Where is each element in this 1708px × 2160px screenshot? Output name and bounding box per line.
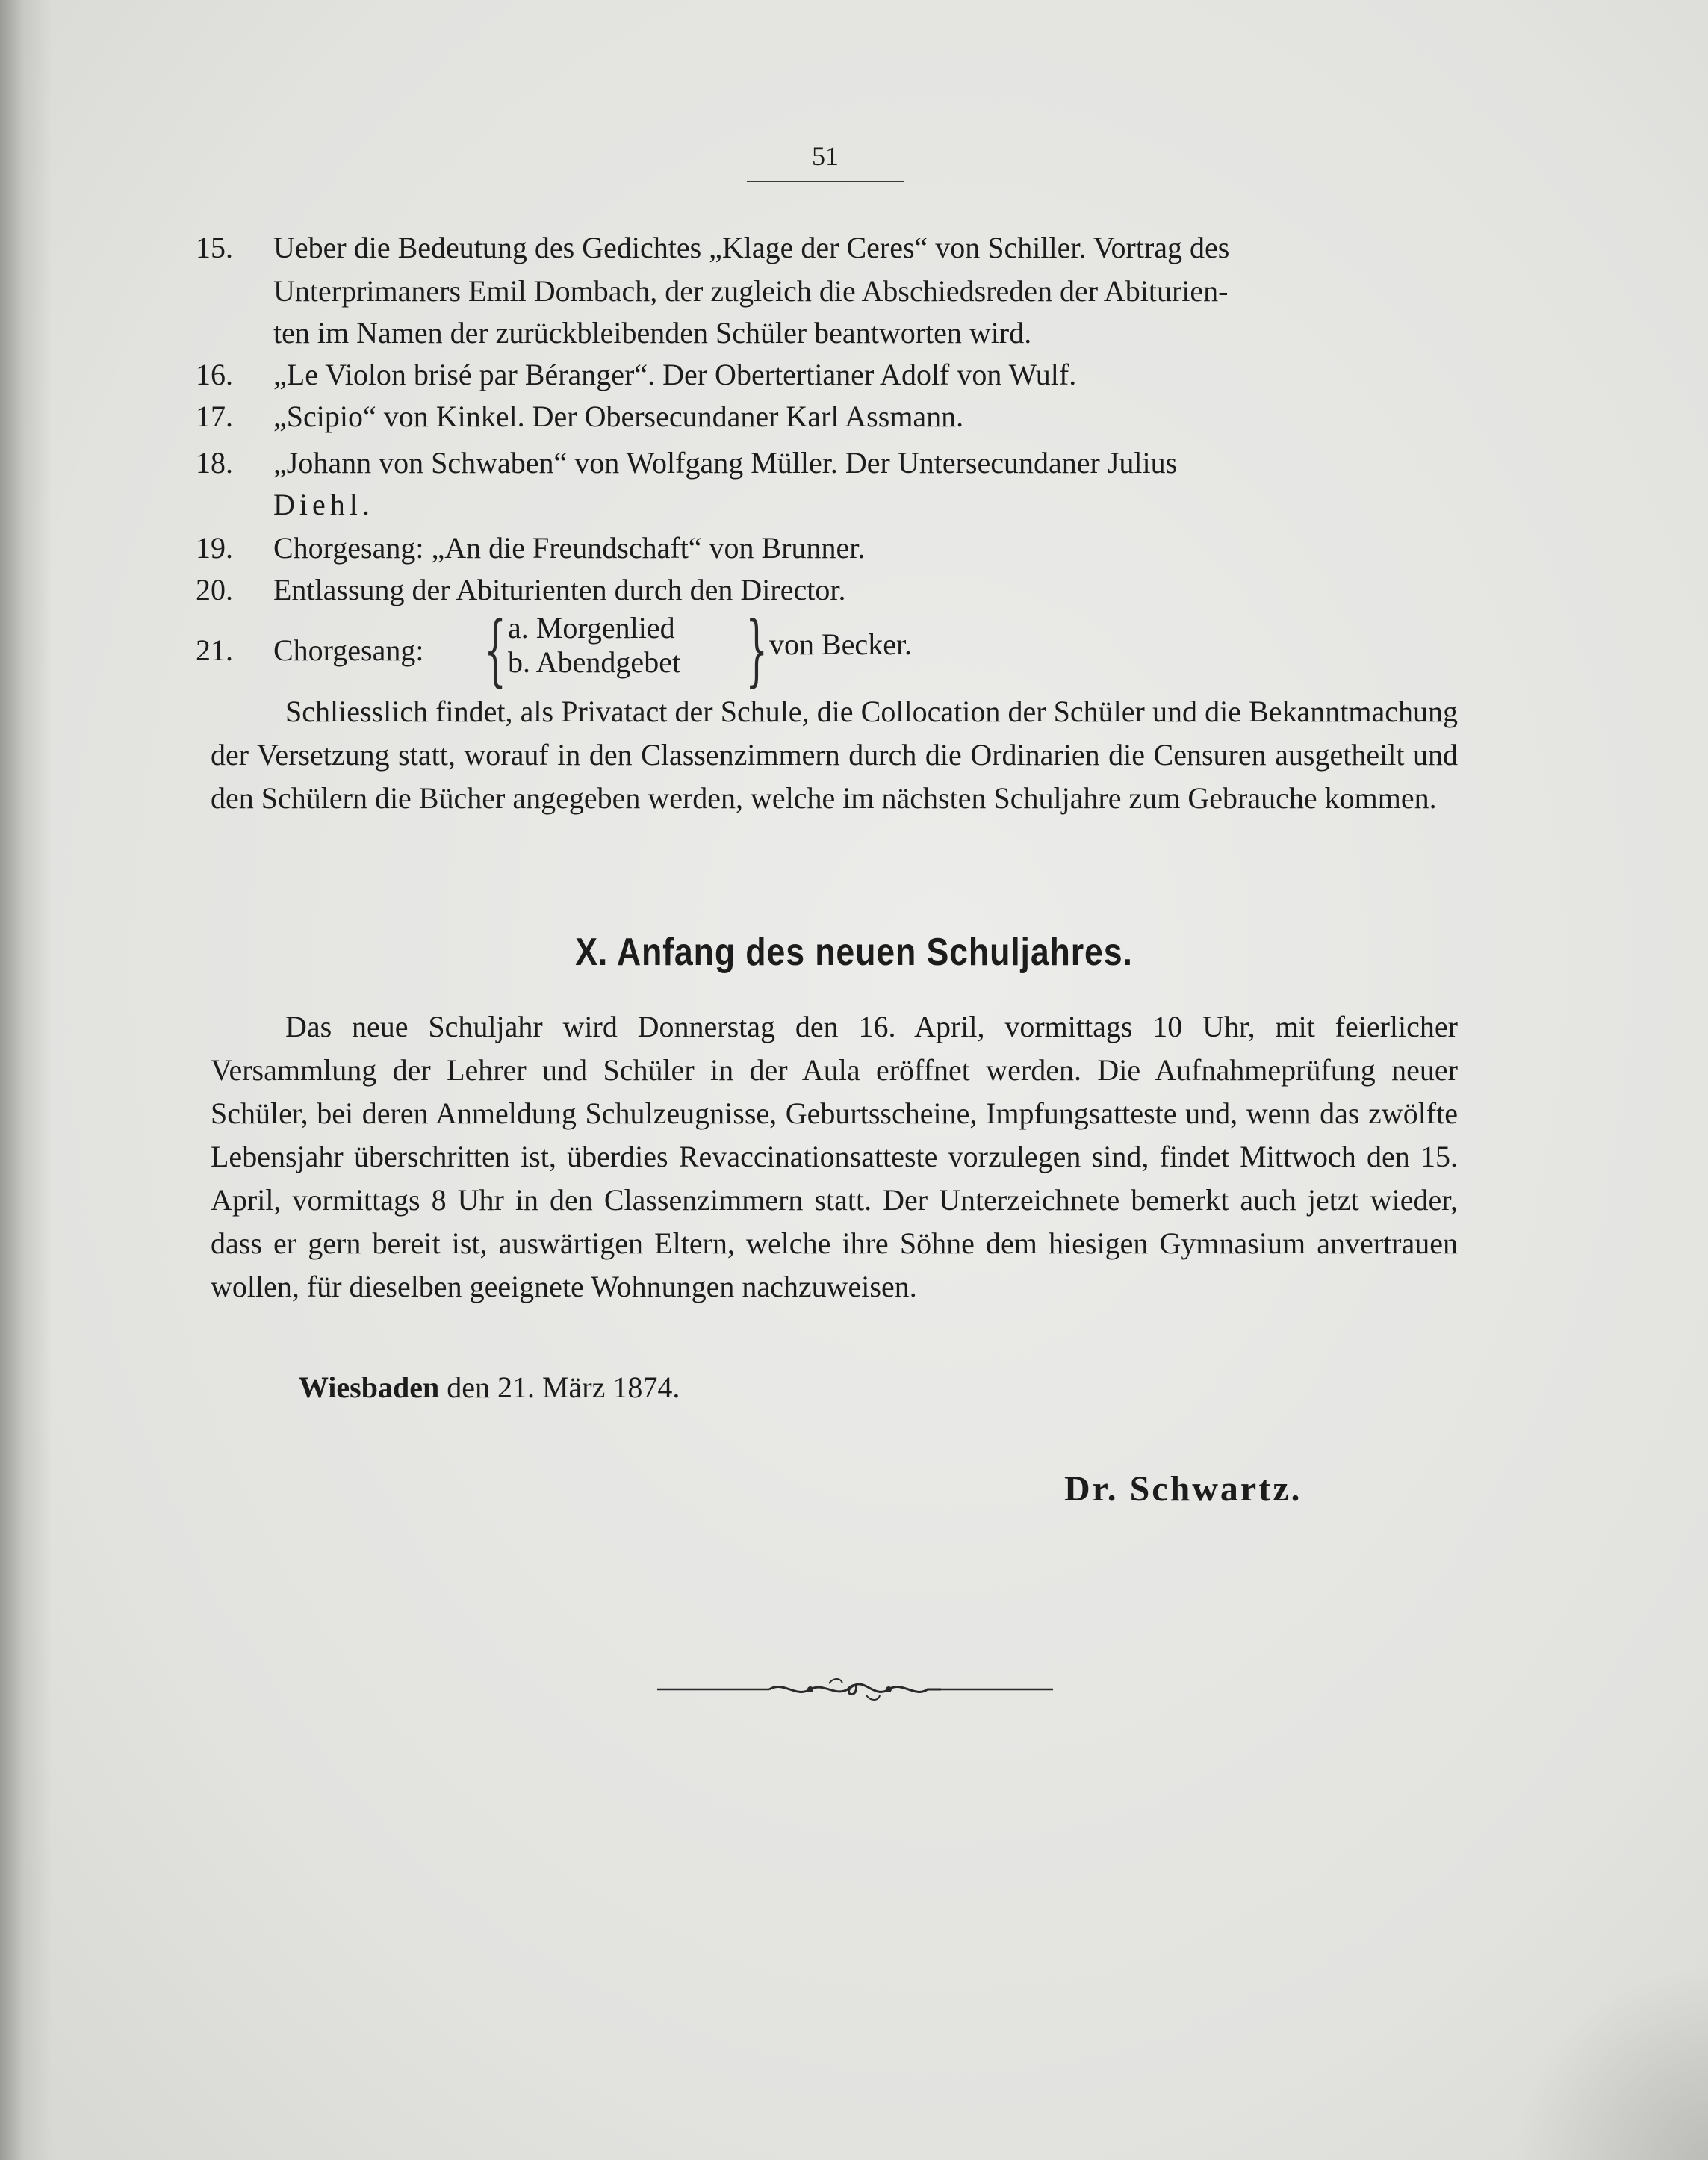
date-text: den 21. März 1874. [447, 1371, 680, 1404]
closing-paragraph: Schliesslich findet, als Privatact der Schule, die Collocation der Schüler und die Bekanntmachung der Versetzung statt, worauf in den Classenzimmern durch die Ordinarien die Censuren ausgetheilt und den Schülern die Bücher angegeben werden, welche im nächsten Schuljahre zum Gebrauche kommen. [211, 695, 1458, 815]
left-brace: { [484, 604, 506, 695]
item-text-line: „Scipio“ von Kinkel. Der Obersecundaner Karl Assmann. [273, 400, 964, 433]
sub-item-a: a. Morgenlied [508, 611, 675, 645]
item-number: 18. [196, 446, 233, 480]
item-number: 21. [196, 633, 233, 667]
item-number: 20. [196, 573, 233, 606]
item-text-line: Entlassung der Abiturienten durch den Director. [273, 573, 846, 606]
item-number: 19. [196, 531, 233, 565]
item-number: 15. [196, 231, 233, 264]
item-text-line: „Le Violon brisé par Béranger“. Der Obertertianer Adolf von Wulf. [273, 358, 1077, 391]
page-number-rule [747, 181, 904, 182]
signature: Dr. Schwartz. [1064, 1469, 1302, 1509]
section-paragraph: Das neue Schuljahr wird Donnerstag den 16. April, vormittags 10 Uhr, mit feierlicher Versammlung der Lehrer und Schüler in der Aula eröffnet werden. Die Aufnahmeprüfung neuer Schüler, bei deren Anmeldung Schulzeugnisse, Geburtsscheine, Impfungsatteste und, wenn das zwölfte Lebensjahr überschritten ist, überdies Revaccinationsatteste vorzulegen sind, findet Mittwoch den 15. April, vormittags 8 Uhr in den Classenzimmern statt. Der Unterzeichnete bemerkt auch jetzt wieder, dass er gern bereit ist, auswärtigen Eltern, welche ihre Söhne dem hiesigen Gymnasium anvertrauen wollen, für dieselben geeignete Wohnungen nachzuweisen. [211, 1010, 1458, 1303]
item-number: 16. [196, 358, 233, 391]
item-text-line: „Johann von Schwaben“ von Wolfgang Müller. Der Untersecundaner Julius [273, 446, 1178, 480]
binding-shadow [0, 0, 52, 2160]
ornament-divider [657, 1667, 1053, 1712]
sub-item-b: b. Abendgebet [508, 645, 681, 679]
place-date-line [299, 1367, 680, 1409]
right-brace: } [745, 604, 768, 695]
item-text-line: Unterprimaners Emil Dombach, der zugleich die Abschiedsreden der Abiturien- [273, 274, 1229, 308]
item-text-line: Chorgesang: „An die Freundschaft“ von Brunner. [273, 531, 866, 565]
item-text-line: ten im Namen der zurückbleibenden Schüler beantworten wird. [273, 316, 1032, 350]
section-heading: X. Anfang des neuen Schuljahres. [575, 931, 1133, 974]
item-text-line: Ueber die Bedeutung des Gedichtes „Klage der Ceres“ von Schiller. Vortrag des [273, 231, 1230, 264]
composer-credit: von Becker. [769, 627, 913, 661]
place-name: Wiesbaden [299, 1371, 440, 1404]
item-text-line: Diehl. [273, 488, 374, 521]
item-number: 17. [196, 400, 233, 433]
item-label: Chorgesang: [273, 633, 424, 667]
page-corner-shade [1514, 1966, 1708, 2160]
page-number: 51 [812, 141, 839, 171]
program-item-21 [0, 604, 1708, 695]
